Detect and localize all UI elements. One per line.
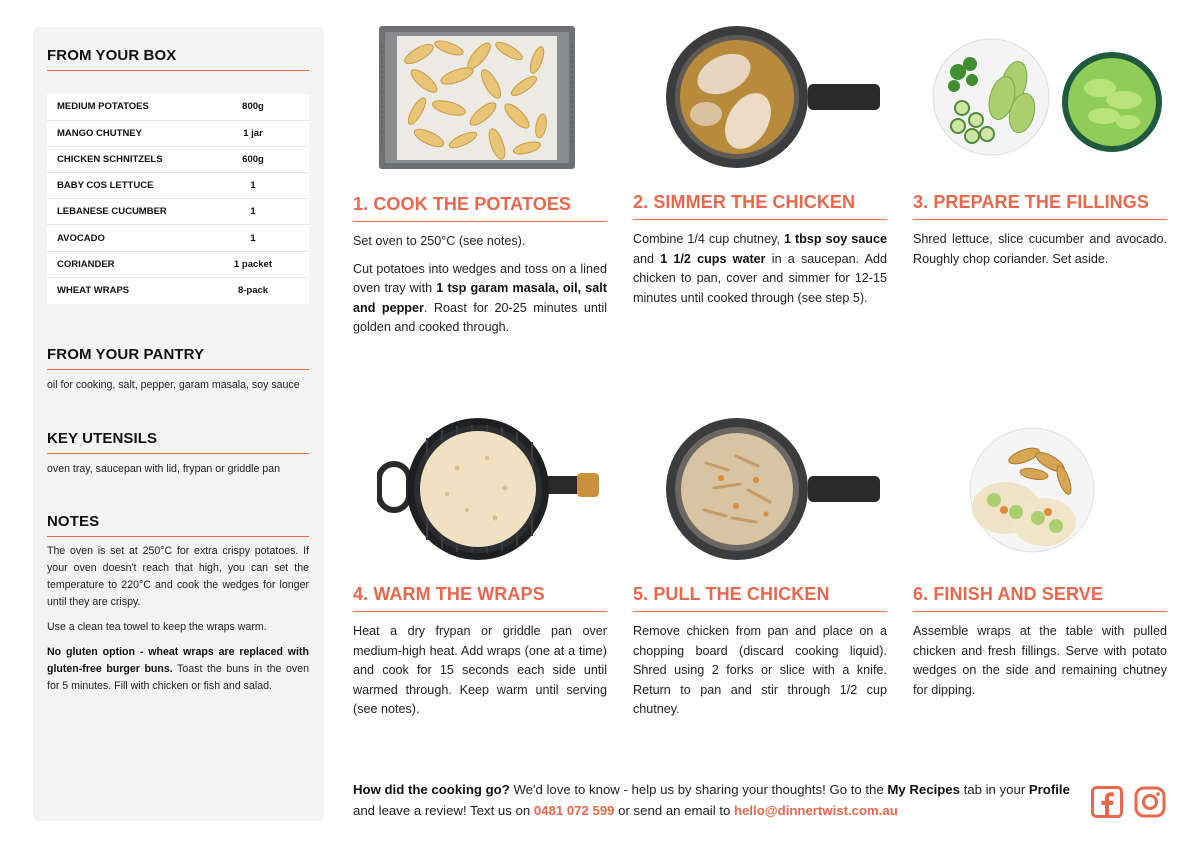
table-row — [47, 173, 309, 199]
pulled-chicken-photo — [666, 418, 882, 561]
note-gluten-free-rest: Toast the buns in the oven for 5 minutes. Fill with chicken or fish and salad. — [47, 663, 309, 692]
footer-text: We'd love to know - help us by sharing your thoughts! Go to the — [509, 782, 888, 797]
ingredient-name: BABY COS LETTUCE — [47, 173, 227, 199]
notes-heading: NOTES — [47, 513, 309, 537]
table-row — [47, 251, 309, 277]
table-row — [47, 94, 309, 120]
step6-p1: Assemble wraps at the table with pulled chicken and fresh fillings. Serve with potato wedges on the side and remaining chutney for dipping. — [913, 624, 1167, 697]
ingredient-qty: 1 packet — [227, 251, 309, 277]
footer-text: or send an email to — [614, 803, 734, 818]
step2-bold: 1 1/2 cups water — [660, 251, 766, 266]
table-row — [47, 277, 309, 303]
table-row — [47, 199, 309, 225]
my-recipes-link[interactable]: My Recipes — [887, 782, 960, 797]
step4-p1: Heat a dry frypan or griddle pan over medium-high heat. Add wraps (one at a time) and cook for 15 seconds each side until warmed through. Keep warm until serving (see notes). — [353, 624, 607, 717]
ingredients-sidebar — [33, 27, 324, 821]
instagram-icon[interactable] — [1134, 786, 1166, 818]
profile-link[interactable]: Profile — [1028, 782, 1070, 797]
step1-body — [353, 232, 607, 346]
footer-text: and leave a review! Text us on — [353, 803, 534, 818]
notes-text — [47, 543, 309, 703]
from-your-pantry-heading: FROM YOUR PANTRY — [47, 346, 309, 370]
ingredient-qty: 1 jar — [227, 120, 309, 146]
note-gluten-free — [47, 644, 309, 695]
facebook-icon[interactable] — [1091, 786, 1123, 818]
step1-title: 1. COOK THE POTATOES — [353, 194, 607, 222]
table-row — [47, 146, 309, 172]
step5-p1: Remove chicken from pan and place on a chopping board (discard cooking liquid). Shred using 2 forks or slice with a knife. Return to pan and stir through 1/2 cup chutney. — [633, 624, 887, 717]
note-oven: The oven is set at 250°C for extra crispy potatoes. If your oven doesn't reach that high, you can set the temperature to 220°C and cook the wedges for longer until they are crispy. — [47, 545, 309, 608]
step3-p1: Shred lettuce, slice cucumber and avocado. Roughly chop coriander. Set aside. — [913, 232, 1167, 266]
feedback-footer — [353, 779, 1073, 821]
ingredient-name: CHICKEN SCHNITZELS — [47, 146, 227, 172]
ingredient-name: LEBANESE CUCUMBER — [47, 199, 227, 225]
step4-title: 4. WARM THE WRAPS — [353, 584, 607, 612]
step2-text: Combine 1/4 cup chutney, — [633, 232, 784, 246]
warm-wraps-photo — [377, 418, 603, 561]
step2-body — [633, 230, 887, 316]
simmer-chicken-photo — [666, 26, 882, 169]
ingredient-name: CORIANDER — [47, 251, 227, 277]
table-row — [47, 225, 309, 251]
ingredient-name: MANGO CHUTNEY — [47, 120, 227, 146]
step1-text: . Roast for 20-25 minutes until golden and cooked through. — [353, 300, 607, 335]
step2-bold: 1 tbsp soy sauce — [783, 232, 887, 246]
from-your-box-heading: FROM YOUR BOX — [47, 47, 309, 71]
phone-link[interactable]: 0481 072 599 — [533, 803, 615, 818]
pantry-text: oil for cooking, salt, pepper, garam masala, soy sauce — [47, 379, 300, 391]
footer-question: How did the cooking go? — [353, 782, 510, 797]
note-gluten-free-bold: No gluten option - wheat wraps are replaced with gluten-free burger buns. — [47, 646, 309, 675]
fillings-photo — [932, 38, 1166, 156]
step5-title: 5. PULL THE CHICKEN — [633, 584, 887, 612]
ingredient-name: WHEAT WRAPS — [57, 285, 130, 297]
key-utensils-heading: KEY UTENSILS — [47, 430, 309, 454]
footer-text: tab in your — [959, 782, 1029, 797]
step6-body — [913, 622, 1167, 708]
ingredient-qty: 600g — [227, 146, 309, 172]
step6-title: 6. FINISH AND SERVE — [913, 584, 1167, 612]
ingredient-name: MEDIUM POTATOES — [47, 94, 227, 120]
step3-title: 3. PREPARE THE FILLINGS — [913, 192, 1167, 220]
ingredient-qty: 1 — [227, 225, 309, 251]
ingredient-qty: 8-pack — [237, 285, 269, 297]
ingredient-name: AVOCADO — [47, 225, 227, 251]
finish-serve-photo — [964, 426, 1100, 554]
ingredients-table — [47, 94, 309, 304]
step3-body — [913, 230, 1167, 277]
step1-bold: 1 tsp garam masala, oil, salt and pepper — [353, 281, 607, 315]
step5-body — [633, 622, 887, 728]
step1-text: Cut potatoes into wedges and toss on a lined oven tray with — [353, 261, 607, 296]
step2-p1 — [633, 230, 887, 308]
email-link[interactable]: hello@dinnertwist.com.au — [734, 803, 898, 818]
utensils-text: oven tray, saucepan with lid, frypan or griddle pan — [47, 463, 280, 475]
step1-p1: Set oven to 250°C (see notes). — [353, 234, 526, 248]
step2-title: 2. SIMMER THE CHICKEN — [633, 192, 887, 220]
ingredient-qty: 1 — [227, 173, 309, 199]
ingredient-qty: 1 — [227, 199, 309, 225]
step2-text: and — [633, 251, 661, 266]
note-tea-towel: Use a clean tea towel to keep the wraps warm. — [47, 621, 267, 633]
step1-p2 — [353, 260, 607, 338]
potato-wedges-photo — [379, 26, 575, 169]
step2-text: in a saucepan. Add chicken to pan, cover and simmer for 12-15 minutes until cooked through (see step 5). — [633, 251, 887, 305]
table-row — [47, 120, 309, 146]
ingredient-qty: 800g — [227, 94, 309, 120]
step4-body — [353, 622, 607, 728]
